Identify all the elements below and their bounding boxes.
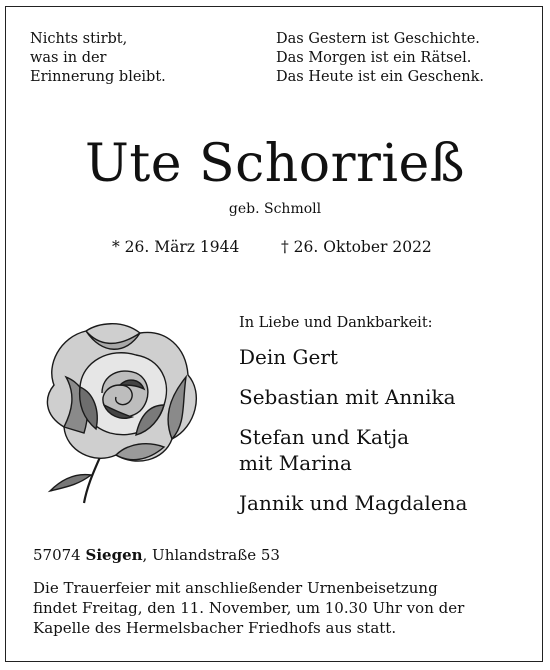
notice-line: Kapelle des Hermelsbacher Friedhofs aus statt. [33, 619, 397, 637]
mourner-line: Dein Gert [239, 345, 338, 369]
mourners-intro: In Liebe und Dankbarkeit: [239, 315, 433, 331]
quote-left-line: was in der [30, 50, 107, 66]
mourner-line: Jannik und Magdalena [239, 491, 468, 515]
mourner-family [239, 490, 467, 516]
quote-right-line: Das Morgen ist ein Rätsel. [276, 50, 472, 66]
quote-left-line: Nichts stirbt, [30, 31, 128, 47]
notice-line: findet Freitag, den 11. November, um 10.30 Uhr von der [33, 599, 465, 617]
mourner-line: Stefan und Katja [239, 425, 410, 449]
quote-left-line: Erinnerung bleibt. [30, 69, 166, 85]
deceased-name: Ute Schorrieß [85, 134, 465, 194]
address-postcode: 57074 [33, 546, 81, 564]
maiden-name: geb. Schmoll [228, 201, 322, 217]
address-street: , Uhlandstraße 53 [142, 546, 280, 564]
funeral-notice [33, 578, 464, 638]
birth-date: * 26. März 1944 [112, 238, 240, 256]
rose-icon [36, 315, 208, 505]
notice-line: Die Trauerfeier mit anschließender Urnenbeisetzung [33, 579, 438, 597]
mourner-family [239, 424, 409, 476]
mourner-family [239, 384, 456, 410]
mourner-family [239, 344, 338, 370]
quote-right [276, 30, 484, 87]
quote-right-line: Das Gestern ist Geschichte. [276, 31, 480, 47]
address [33, 546, 280, 565]
mourner-line: Sebastian mit Annika [239, 385, 456, 409]
address-city: Siegen [85, 546, 143, 564]
death-date: † 26. Oktober 2022 [281, 238, 432, 256]
quote-left [30, 30, 166, 87]
mourner-line: mit Marina [239, 451, 352, 475]
quote-right-line: Das Heute ist ein Geschenk. [276, 69, 484, 85]
